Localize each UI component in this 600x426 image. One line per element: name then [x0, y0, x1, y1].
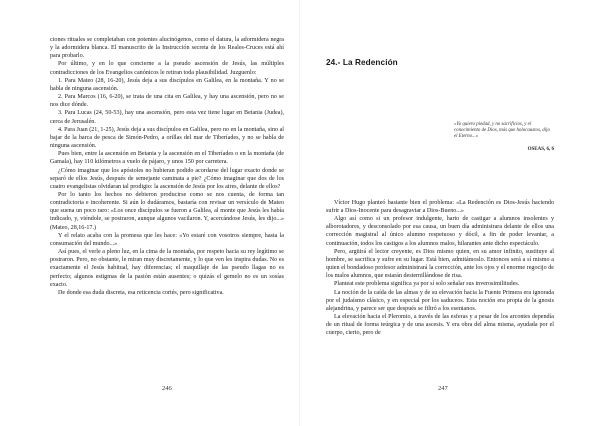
right-page-number: 247 [438, 385, 448, 392]
body-paragraph: ciones rituales se completaban con potentes alucinógenos, como el datura, la adormidera negra y la adormidera blanca. El manuscrito de la Instrucción secreta de los Reales-Cruces está ahí para probarlo. [50, 37, 284, 60]
body-paragraph: Así pues, el verle a pleno luz, en la cima de la montaña, por respeto hacia su rey legítimo se postraron. Pero, no obstante, le miran muy discretamente, y lo que ven les inspira dudas. No es exactamente el Jesús habitual, hay diferencias; el maquillaje de las pseudo llagas no es perfecto; algunos estigmas de la pasión están ausentes; o quizás el gemelo no es un sosías exacto. [50, 249, 284, 288]
body-paragraph: Planteat este problema significa ya por sí solo señalar sus inverosimilitudes. [334, 281, 520, 288]
right-page [300, 0, 600, 426]
body-paragraph: 3. Para Lucas (24, 50-53), hay una ascensión, pero esta vez tiene lugar en Betania (Judea), cerca de Jerusalén. [50, 110, 284, 125]
body-paragraph: 2. Para Marcos (16, 6-20), se trata de una cita en Galilea, y hay una ascensión, pero no se nos dice dónde. [50, 94, 284, 109]
body-paragraph: Algo así como si un profesor indulgente, harto de castigar a alumnos insolentes y alborotadores, y desconsolado por esa causa, un buen día administrara delante de ellos una corrección magistral al único alumno respetuoso y dócil, a fin de poder levantar, a continuación, todos los castigos a los alumnos malos, hilarantes ante dicho espectáculo. [326, 216, 554, 247]
epigraph-quote: «Yo quiero piedad, y no sacrificios, y el conocimiento de Dios, más que holocaustos, dijo el Eterno...» [454, 122, 550, 140]
body-paragraph: La elevación hacia el Pleromio, a través de las esferas y a pesar de los arcontes dependía de un ritual de forma teúrgica y de una ascesis. Y era obra del alma misma, ayudada por el cuerpo, cierto, pero de [326, 314, 554, 337]
left-page-number: 246 [162, 385, 172, 392]
right-page-text [326, 199, 554, 338]
epigraph-source: OSEAS, 6, 6 [527, 146, 554, 152]
body-paragraph: Pero, argüirá el lector creyente, es Dios mismo quien, en su amor infinito, sustituye al hombre, se sacrifica y sufre en su lugar. Está bien, admitámoslo. Entonces será a sí mismo a quien el bondadoso profesor administrará la corrección, ante los ojos y el enorme regocijo de los malos alumnos, que estarán desternillándose de risa. [326, 248, 554, 280]
chapter-title: 24.- La Redención [326, 58, 398, 67]
body-paragraph: Y el relato acaba con la promesa que les hace: «Yo estaré con vosotros siempre, hasta la consumación del mundo...» [50, 232, 284, 247]
body-paragraph: Por último, y en lo que concierne a la pseudo ascensión de Jesús, las múltiples contradicciones de los Evangelios canónicos le retiran toda plausibilidad. Juzguenlo: [50, 61, 284, 76]
body-paragraph: ¿Cómo imaginar que los apóstoles no hubieran podido acordarse del lugar exacto donde se separó de ellos Jesús, después de semejante caminata a pie? ¿Cómo imaginar que dos de los cuatro evangelistas olvidaran tal prodigio: la ascensión de Jesús por los aires, delante de ellos? [50, 167, 284, 190]
body-paragraph: De donde esa duda discreta, esa reticencia cortés, pero significativa. [58, 289, 224, 296]
body-paragraph: Pues bien, entre la ascensión en Betania y la ascensión en el Tiberíades o en la montaña (de Gamala), hay 110 kilómetros a vuelo de pájaro, y unos 150 por carretera. [50, 151, 284, 166]
body-paragraph: Víctor Hugo planteó bastante bien el problema: «La Redención es Dios-Jesús haciendo sufrir a Dios-Inocente para desagraviar a Dios-Bueno...» [326, 199, 554, 214]
body-paragraph: Por lo tanto los hechos no debieron producirse como se nos cuenta, de forma tan contradictoria e incoherente. Si aún lo dudáramos, bastaría con revisar un versículo de Mateo que suena un poco raro: «Los once discípulos se fueron a Galilea, al monte que Jesús les había indicado, y, viéndole, se postraron, aunque algunos vacilaron. Y, acercándose Jesús, les dijo...» (Mateo, 28,16-17.) [50, 191, 284, 231]
body-paragraph: 4. Para Juan (21, 1-25), Jesús deja a sus discípulos en Galilea, pero no en la montaña, sino al bajar de la barca de pesca de Simón-Pedro, a orillas del mar de Tiberíades, y no se habla de ninguna ascensión. [50, 126, 284, 150]
epigraph [454, 122, 554, 153]
left-page-text [50, 36, 284, 297]
body-paragraph: La noción de la caída de las almas y de su elevación hacia la Fuente Primera era ignorada por el judaísmo clásico, y en especial por los saduceos. Esta noción era propia de la gnosis alejandrina, y parece ser que después se filtró a los esenianos. [326, 289, 554, 312]
body-paragraph: 1. Para Mateo (28, 16-20), Jesús deja a sus discípulos en Galilea, en la montaña. Y no se habla de ninguna ascensión. [50, 77, 284, 92]
